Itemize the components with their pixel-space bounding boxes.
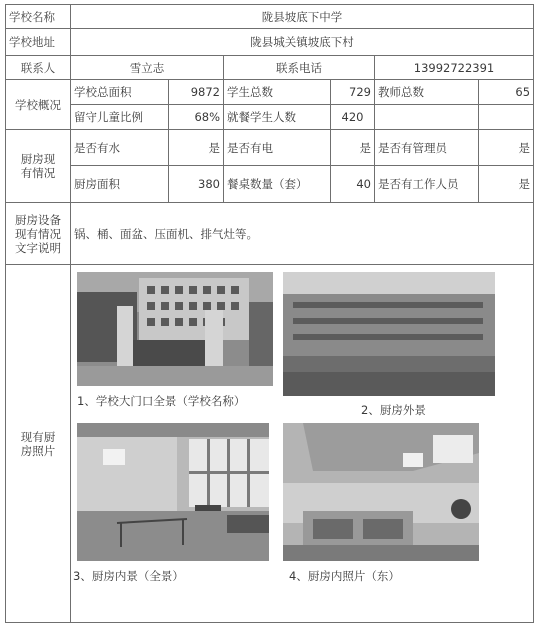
photo-kitchen-exterior (283, 272, 495, 396)
contact-name: 雪立志 (71, 56, 224, 80)
photo-kitchen-east (283, 423, 479, 561)
area-value: 9872 (169, 80, 224, 105)
photo-school-gate (77, 272, 273, 386)
staff-label: 是否有工作人员 (375, 166, 479, 203)
boarding-label: 就餐学生人数 (224, 105, 331, 130)
school-kitchen-form (5, 4, 533, 624)
phone-value: 13992722391 (375, 56, 534, 80)
equipment-text: 锅、桶、面盆、压面机、排气灶等。 (71, 203, 534, 265)
phone-label: 联系电话 (224, 56, 375, 80)
tables-value: 40 (331, 166, 375, 203)
staff-value: 是 (479, 166, 534, 203)
boarding-value: 420 (331, 105, 375, 130)
photo-kitchen-interior (77, 423, 269, 561)
caption-school-gate: 1、学校大门口全景（学校名称） (77, 394, 246, 408)
caption-kitchen-exterior: 2、厨房外景 (361, 403, 426, 417)
water-label: 是否有水 (71, 130, 169, 166)
area-label: 学校总面积 (71, 80, 169, 105)
kitchen-label-text: 厨房现有情况 (20, 152, 56, 180)
power-value: 是 (331, 130, 375, 166)
students-value: 729 (331, 80, 375, 105)
address-label: 学校地址 (6, 29, 71, 56)
address-value: 陇县城关镇坡底下村 (71, 29, 534, 56)
manager-value: 是 (479, 130, 534, 166)
kitchen-area-value: 380 (169, 166, 224, 203)
info-table (5, 4, 534, 623)
school-name-label: 学校名称 (6, 5, 71, 29)
photos-label (6, 265, 71, 623)
leftbehind-value: 68% (169, 105, 224, 130)
water-value: 是 (169, 130, 224, 166)
teachers-label: 教师总数 (375, 80, 479, 105)
photos-area (71, 265, 534, 623)
equipment-label (6, 203, 71, 265)
caption-kitchen-interior: 3、厨房内景（全景） (73, 569, 184, 583)
overview-label: 学校概况 (6, 80, 71, 130)
students-label: 学生总数 (224, 80, 331, 105)
leftbehind-label: 留守儿童比例 (71, 105, 169, 130)
teachers-value: 65 (479, 80, 534, 105)
kitchen-area-label: 厨房面积 (71, 166, 169, 203)
caption-kitchen-east: 4、厨房内照片（东） (289, 569, 400, 583)
photos-label-text: 现有厨房照片 (20, 429, 56, 458)
manager-label: 是否有管理员 (375, 130, 479, 166)
school-name-value: 陇县坡底下中学 (71, 5, 534, 29)
overview-empty-1 (375, 105, 479, 130)
overview-empty-2 (479, 105, 534, 130)
tables-label: 餐桌数量（套） (224, 166, 331, 203)
kitchen-label (6, 130, 71, 203)
contact-label: 联系人 (6, 56, 71, 80)
equipment-label-text: 厨房设备现有情况文字说明 (15, 212, 61, 255)
power-label: 是否有电 (224, 130, 331, 166)
